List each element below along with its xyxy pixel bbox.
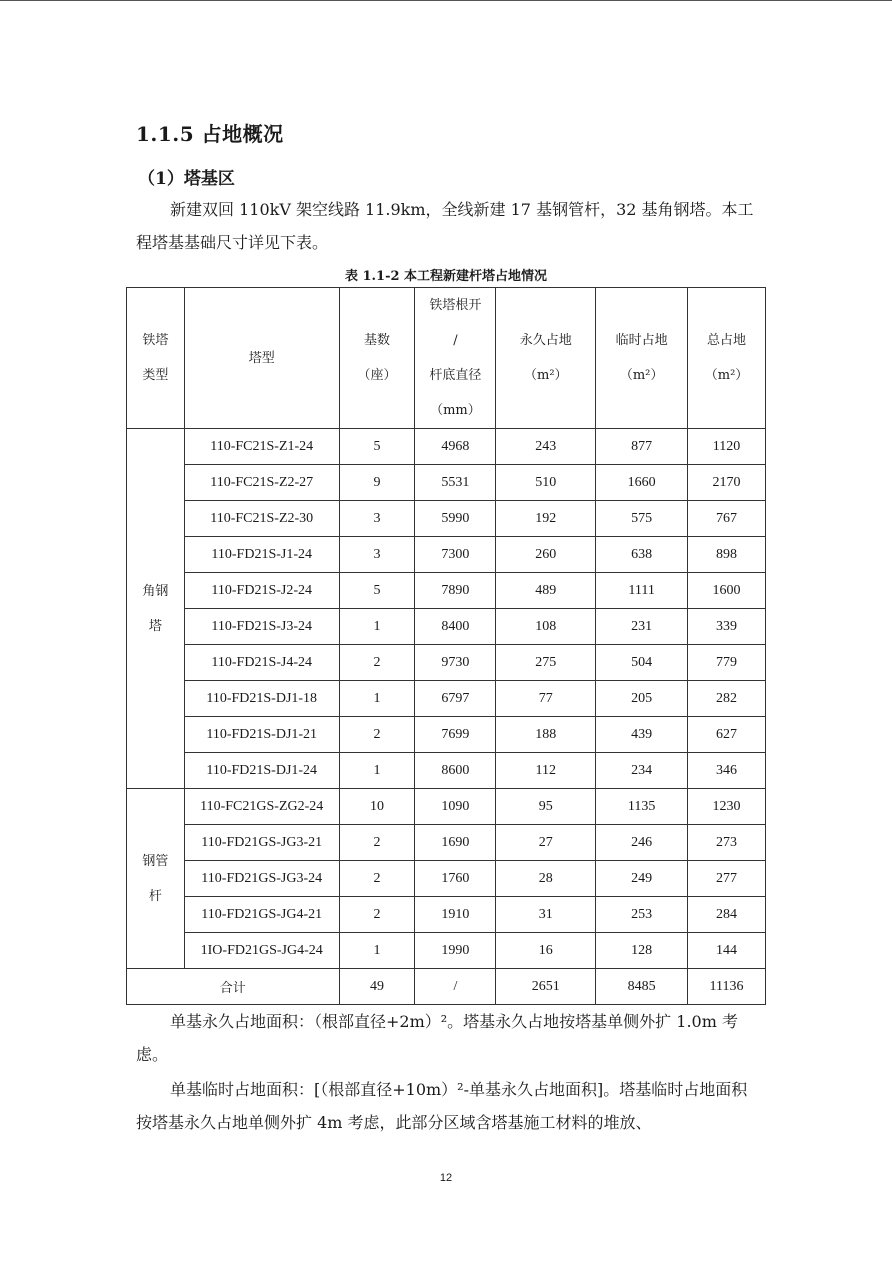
cell-model: 110-FC21S-Z2-30: [184, 501, 339, 537]
cell-permanent: 260: [496, 537, 596, 573]
cell-total: 277: [688, 861, 766, 897]
cell-permanent: 243: [496, 429, 596, 465]
cell-model: 110-FD21GS-JG3-24: [184, 861, 339, 897]
cell-model: 110-FD21S-J1-24: [184, 537, 339, 573]
header-line: 临时占地: [615, 333, 668, 348]
group-label-line: 钢管: [142, 853, 169, 869]
cell-model: 110-FD21GS-JG4-21: [184, 897, 339, 933]
table-row: [127, 933, 766, 969]
top-border-line: [0, 0, 892, 1]
cell-count: 2: [339, 717, 415, 753]
cell-total: 1600: [688, 573, 766, 609]
cell-permanent: 489: [496, 573, 596, 609]
header-line: 永久占地: [519, 333, 572, 348]
header-line: 铁塔根开: [429, 298, 482, 313]
cell-count: 3: [339, 501, 415, 537]
cell-diameter: 4968: [415, 429, 496, 465]
cell-model: 110-FD21S-J4-24: [184, 645, 339, 681]
cell-permanent: 510: [496, 465, 596, 501]
cell-permanent: 16: [496, 933, 596, 969]
cell-total: 284: [688, 897, 766, 933]
cell-total: 1120: [688, 429, 766, 465]
cell-diameter: 1990: [415, 933, 496, 969]
cell-temporary: 205: [596, 681, 688, 717]
cell-temporary: 1660: [596, 465, 688, 501]
cell-temporary: 638: [596, 537, 688, 573]
cell-permanent: 112: [496, 753, 596, 789]
cell-temporary: 575: [596, 501, 688, 537]
cell-temporary: 877: [596, 429, 688, 465]
header-temporary: [596, 288, 688, 429]
cell-diameter: 7699: [415, 717, 496, 753]
cell-total: 273: [688, 825, 766, 861]
table-body: [127, 429, 766, 969]
group-label-line: 杆: [148, 888, 162, 904]
group-label-line: 角钢: [142, 583, 169, 599]
cell-diameter: 5990: [415, 501, 496, 537]
cell-model: 110-FD21S-J3-24: [184, 609, 339, 645]
table-row: [127, 897, 766, 933]
cell-count: 2: [339, 897, 415, 933]
section-heading: 1.1.5 占地概况: [136, 122, 284, 146]
header-model: 塔型: [184, 288, 339, 429]
total-permanent: 2651: [496, 969, 596, 1005]
cell-count: 5: [339, 429, 415, 465]
cell-temporary: 246: [596, 825, 688, 861]
cell-temporary: 128: [596, 933, 688, 969]
cell-model: 110-FD21S-DJ1-18: [184, 681, 339, 717]
table-row: [127, 861, 766, 897]
cell-model: 1IO-FD21GS-JG4-24: [184, 933, 339, 969]
cell-count: 9: [339, 465, 415, 501]
table-row: [127, 645, 766, 681]
table-row: [127, 753, 766, 789]
header-line: 基数: [364, 333, 391, 348]
temporary-area-note: 单基临时占地面积：[（根部直径+10m）²-单基永久占地面积]。塔基临时占地面积按塔基永久占地单侧外扩 4m 考虑，此部分区域含塔基施工材料的堆放、: [136, 1080, 748, 1132]
cell-count: 1: [339, 933, 415, 969]
total-temporary: 8485: [596, 969, 688, 1005]
cell-permanent: 28: [496, 861, 596, 897]
cell-total: 767: [688, 501, 766, 537]
cell-total: 1230: [688, 789, 766, 825]
cell-model: 110-FD21S-DJ1-24: [184, 753, 339, 789]
group-label: [127, 789, 185, 969]
cell-diameter: 6797: [415, 681, 496, 717]
table-row: [127, 501, 766, 537]
cell-permanent: 95: [496, 789, 596, 825]
cell-permanent: 108: [496, 609, 596, 645]
header-permanent: [496, 288, 596, 429]
cell-temporary: 504: [596, 645, 688, 681]
intro-paragraph: 新建双回 110kV 架空线路 11.9km，全线新建 17 基钢管杆，32 基角钢塔。本工程塔基基础尺寸详见下表。: [136, 200, 754, 252]
cell-count: 1: [339, 681, 415, 717]
header-line: 铁塔: [142, 333, 169, 348]
cell-temporary: 1111: [596, 573, 688, 609]
header-line: （座）: [357, 368, 397, 383]
subsection-heading: （1）塔基区: [138, 169, 235, 189]
header-line: 杆底直径: [429, 368, 482, 383]
cell-total: 346: [688, 753, 766, 789]
table-row: [127, 717, 766, 753]
table-total-row: [127, 969, 766, 1005]
cell-model: 110-FD21S-DJ1-21: [184, 717, 339, 753]
total-total: 11136: [688, 969, 766, 1005]
cell-temporary: 231: [596, 609, 688, 645]
total-count: 49: [339, 969, 415, 1005]
table-row: [127, 825, 766, 861]
cell-permanent: 31: [496, 897, 596, 933]
cell-temporary: 253: [596, 897, 688, 933]
table-row: [127, 609, 766, 645]
header-line: 总占地: [707, 333, 747, 348]
cell-total: 282: [688, 681, 766, 717]
header-line: （mm）: [430, 403, 481, 418]
table-header-row: [127, 288, 766, 429]
cell-diameter: 1760: [415, 861, 496, 897]
header-diameter: [415, 288, 496, 429]
cell-diameter: 7300: [415, 537, 496, 573]
table-row: [127, 573, 766, 609]
table-row: [127, 429, 766, 465]
cell-count: 5: [339, 573, 415, 609]
cell-diameter: 1910: [415, 897, 496, 933]
cell-count: 1: [339, 609, 415, 645]
total-diameter: /: [415, 969, 496, 1005]
cell-diameter: 1690: [415, 825, 496, 861]
header-line: /: [453, 333, 458, 348]
cell-temporary: 234: [596, 753, 688, 789]
table-row: [127, 789, 766, 825]
cell-temporary: 1135: [596, 789, 688, 825]
cell-count: 2: [339, 825, 415, 861]
cell-permanent: 77: [496, 681, 596, 717]
header-line: （m²）: [524, 368, 568, 383]
table-caption: 表 1.1-2 本工程新建杆塔占地情况: [344, 269, 548, 284]
cell-diameter: 1090: [415, 789, 496, 825]
header-line: （m²）: [619, 368, 664, 383]
cell-model: 110-FC21S-Z1-24: [184, 429, 339, 465]
cell-total: 627: [688, 717, 766, 753]
header-tower-type: [127, 288, 185, 429]
cell-diameter: 8600: [415, 753, 496, 789]
cell-model: 110-FC21GS-ZG2-24: [184, 789, 339, 825]
cell-permanent: 188: [496, 717, 596, 753]
permanent-area-note: 单基永久占地面积：（根部直径+2m）²。塔基永久占地按塔基单侧外扩 1.0m 考虑。: [136, 1012, 738, 1064]
tower-land-table: [126, 287, 766, 1005]
cell-permanent: 275: [496, 645, 596, 681]
cell-count: 1: [339, 753, 415, 789]
group-label: [127, 429, 185, 789]
cell-count: 3: [339, 537, 415, 573]
cell-temporary: 249: [596, 861, 688, 897]
total-label: 合计: [127, 969, 340, 1005]
header-line: 类型: [142, 368, 169, 383]
header-count: [339, 288, 415, 429]
cell-count: 2: [339, 861, 415, 897]
header-line: （m²）: [704, 368, 749, 383]
table-row: [127, 465, 766, 501]
header-total: [688, 288, 766, 429]
cell-total: 2170: [688, 465, 766, 501]
cell-total: 779: [688, 645, 766, 681]
table-row: [127, 681, 766, 717]
cell-total: 339: [688, 609, 766, 645]
cell-permanent: 192: [496, 501, 596, 537]
cell-permanent: 27: [496, 825, 596, 861]
cell-diameter: 8400: [415, 609, 496, 645]
cell-total: 898: [688, 537, 766, 573]
cell-count: 10: [339, 789, 415, 825]
cell-model: 110-FD21GS-JG3-21: [184, 825, 339, 861]
cell-model: 110-FC21S-Z2-27: [184, 465, 339, 501]
cell-temporary: 439: [596, 717, 688, 753]
cell-diameter: 7890: [415, 573, 496, 609]
cell-count: 2: [339, 645, 415, 681]
group-label-line: 塔: [148, 618, 162, 634]
cell-total: 144: [688, 933, 766, 969]
page-number: 12: [439, 1172, 453, 1184]
cell-model: 110-FD21S-J2-24: [184, 573, 339, 609]
cell-diameter: 5531: [415, 465, 496, 501]
cell-diameter: 9730: [415, 645, 496, 681]
table-row: [127, 537, 766, 573]
